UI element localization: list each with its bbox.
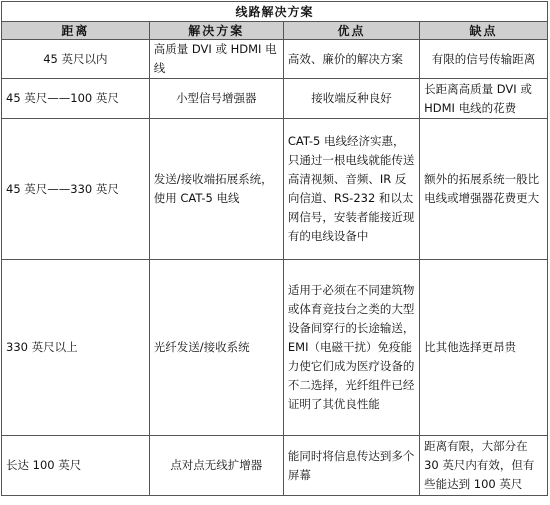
cell-pros: 适用于必须在不同建筑物或体育竞技台之类的大型设备间穿行的长途输送，EMI（电磁干扰）免疫能力使它们成为医疗设备的不二选择，光纤组件已经证明了其优良性能 [283, 260, 419, 436]
header-cons: 缺点 [420, 22, 548, 40]
cell-cons: 额外的拓展系统一般比电线或增强器花费更大 [420, 119, 548, 260]
cell-distance: 45 英尺——100 英尺 [2, 79, 150, 119]
cell-cons: 有限的信号传输距离 [420, 40, 548, 79]
table-row [2, 79, 548, 119]
cell-pros: CAT-5 电线经济实惠，只通过一根电线就能传送高清视频、音频、IR 反向信道、RS-232 和以太网信号，安装者能接近现有的电线设备中 [283, 119, 419, 260]
cell-cons: 距离有限，大部分在 30 英尺内有效，但有些能达到 100 英尺 [420, 436, 548, 496]
table-title: 线路解决方案 [2, 2, 548, 22]
cell-solution: 发送/接收端拓展系统，使用 CAT-5 电线 [149, 119, 283, 260]
table-row [2, 40, 548, 79]
table-row [2, 119, 548, 260]
table-row [2, 260, 548, 436]
table-header-row [2, 22, 548, 40]
cell-pros: 高效、廉价的解决方案 [283, 40, 419, 79]
header-solution: 解决方案 [149, 22, 283, 40]
cell-distance: 45 英尺——330 英尺 [2, 119, 150, 260]
cell-solution: 小型信号增强器 [149, 79, 283, 119]
cell-solution: 高质量 DVI 或 HDMI 电线 [149, 40, 283, 79]
solutions-table [1, 1, 548, 496]
solutions-table-container [1, 1, 549, 503]
cell-solution: 光纤发送/接收系统 [149, 260, 283, 436]
cell-solution: 点对点无线扩增器 [149, 436, 283, 496]
cell-distance: 45 英尺以内 [2, 40, 150, 79]
table-row [2, 436, 548, 496]
cell-distance: 330 英尺以上 [2, 260, 150, 436]
table-title-row [2, 2, 548, 22]
header-pros: 优点 [283, 22, 419, 40]
cell-cons: 比其他选择更昂贵 [420, 260, 548, 436]
cell-pros: 能同时将信息传达到多个屏幕 [283, 436, 419, 496]
cell-cons: 长距离高质量 DVI 或 HDMI 电线的花费 [420, 79, 548, 119]
header-distance: 距离 [2, 22, 150, 40]
cell-distance: 长达 100 英尺 [2, 436, 150, 496]
cell-pros: 接收端反种良好 [283, 79, 419, 119]
